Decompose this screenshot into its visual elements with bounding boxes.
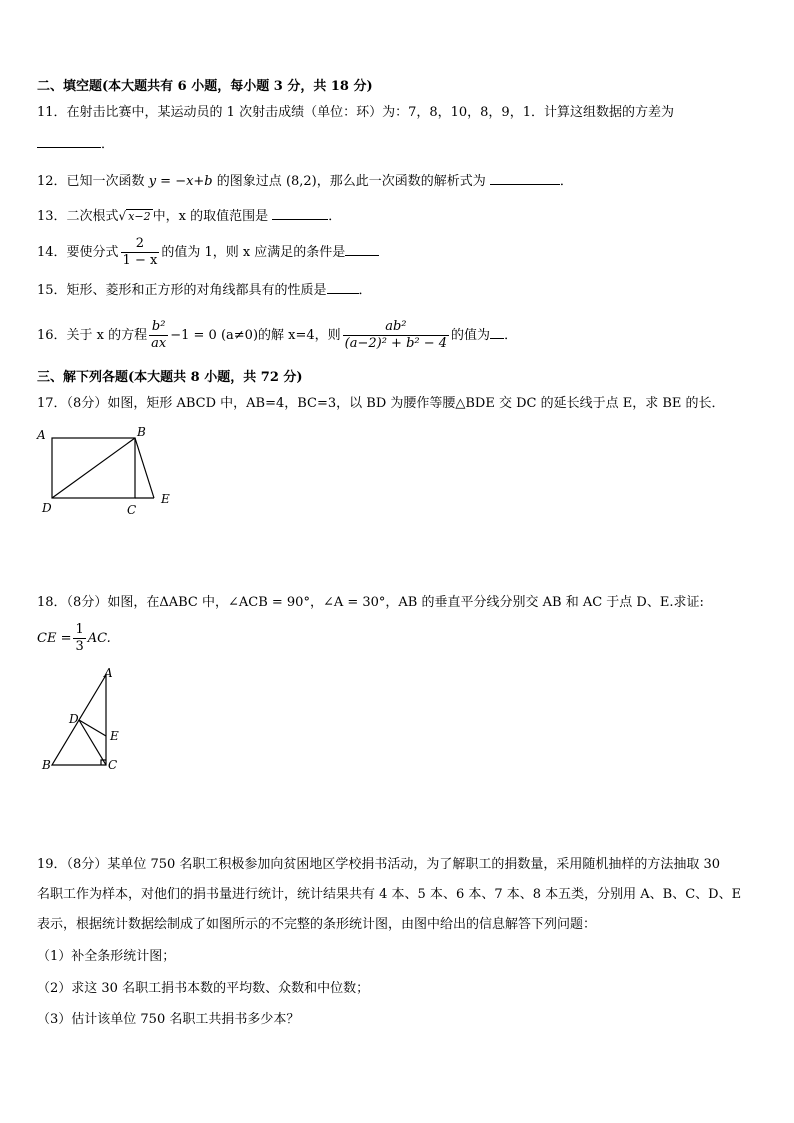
- label-d: D: [69, 712, 79, 726]
- section-header-fill-blank: 二、填空题(本大题共有 6 小题，每小题 3 分，共 18 分): [37, 79, 373, 94]
- label-e: E: [110, 729, 119, 743]
- question-11: [37, 104, 674, 122]
- question-14: [37, 236, 379, 270]
- answer-blank[interactable]: [490, 326, 504, 339]
- question-14-pre: 14．要使分式: [37, 245, 119, 260]
- question-12: [37, 172, 573, 191]
- figure-17-rectangle-diagram: [30, 422, 190, 522]
- label-d: D: [42, 501, 52, 515]
- question-16-fraction-1: [149, 319, 168, 352]
- sqrt-symbol: √: [118, 209, 127, 223]
- punct: ．: [101, 137, 115, 152]
- formula-rhs: AC.: [87, 631, 111, 646]
- fraction-denominator: 1 − x: [122, 253, 158, 268]
- label-e: E: [161, 492, 170, 506]
- answer-blank[interactable]: [327, 281, 359, 294]
- question-17-text: 17．（8分）如图，矩形 ABCD 中，AB=4，BC=3，以 BD 为腰作等腰△BDE 交 DC 的延长线于点 E，求 BE 的长．: [37, 396, 725, 411]
- answer-blank[interactable]: [490, 172, 560, 185]
- label-b: B: [137, 425, 146, 439]
- question-18: [37, 594, 704, 612]
- question-19-sub-3: （3）估计该单位 750 名职工共捐书多少本？: [37, 1012, 300, 1027]
- figure-18-triangle-diagram: [36, 665, 136, 777]
- fraction-numerator: b²: [149, 319, 168, 336]
- fraction-numerator: ab²: [343, 319, 449, 336]
- segment-be: [135, 438, 154, 498]
- question-15: [37, 281, 372, 300]
- label-b: B: [42, 758, 51, 772]
- answer-blank[interactable]: [272, 207, 328, 220]
- question-14-post: 的值为 1，则 x 应满足的条件是: [161, 245, 346, 260]
- question-11-text: 11．在射击比赛中，某运动员的 1 次射击成绩（单位：环）为：7，8，10，8，9，1．计算这组数据的方差为: [37, 105, 674, 120]
- segment-de: [79, 720, 106, 736]
- question-15-text: 15．矩形、菱形和正方形的对角线都具有的性质是: [37, 283, 327, 298]
- question-13: [37, 207, 341, 226]
- question-16: [37, 316, 517, 356]
- question-12-point: (8,2): [285, 174, 317, 189]
- label-a: A: [37, 428, 46, 442]
- fraction-denominator: ax: [151, 336, 167, 351]
- question-16-condition: (a≠0)的解 x=4，则: [220, 328, 341, 343]
- segment-dc: [79, 720, 106, 765]
- diagonal-bd: [52, 438, 135, 498]
- label-c: C: [127, 503, 137, 517]
- question-19-sub-2: （2）求这 30 名职工捐书本数的平均数、众数和中位数；: [37, 981, 370, 996]
- question-12-post: ，那么此一次函数的解析式为: [316, 174, 486, 189]
- question-19-line-1: 19．（8分）某单位 750 名职工积极参加向贫困地区学校捐书活动，为了解职工的捐数量，采用随机抽样的方法抽取 30: [37, 857, 721, 872]
- question-19-sub-1: （1）补全条形统计图；: [37, 949, 176, 964]
- formula-lhs: CE =: [37, 631, 72, 646]
- section-header-solve: 三、解下列各题(本大题共 8 小题，共 72 分): [37, 370, 303, 385]
- punct: ．: [328, 209, 342, 224]
- answer-blank[interactable]: [37, 135, 101, 148]
- question-16-equation: −1 = 0: [170, 328, 217, 343]
- question-19-line-2: 名职工作为样本，对他们的捐书量进行统计，统计结果共有 4 本、5 本、6 本、7 本、8 本五类，分别用 A、B、C、D、E: [37, 887, 742, 902]
- formula-fraction: [73, 622, 85, 655]
- question-14-fraction: [121, 236, 160, 269]
- question-16-post: 的值为: [451, 328, 491, 343]
- question-16-fraction-2: [343, 319, 449, 352]
- question-11-answer-line: [37, 135, 114, 154]
- question-12-mid: 的图象过点: [216, 174, 282, 189]
- question-18-text: 18．（8分）如图，在ΔABC 中，∠ACB = 90°，∠A = 30°，AB 的垂直平分线分别交 AB 和 AC 于点 D、E.求证:: [37, 595, 704, 610]
- punct: ．: [504, 328, 518, 343]
- label-a: A: [104, 666, 113, 680]
- fraction-denominator: 3: [75, 639, 84, 654]
- punct: ．: [358, 283, 372, 298]
- question-12-formula: y = −x+b: [148, 174, 213, 189]
- label-c: C: [108, 758, 118, 772]
- answer-blank[interactable]: [345, 243, 379, 256]
- punct: ．: [559, 174, 573, 189]
- question-13-post: 中，x 的取值范围是: [152, 209, 269, 224]
- fraction-denominator: (a−2)² + b² − 4: [344, 336, 448, 351]
- question-16-pre: 16．关于 x 的方程: [37, 328, 148, 343]
- question-17: [37, 395, 725, 413]
- question-13-pre: 13．二次根式: [37, 209, 119, 224]
- fraction-numerator: 1: [75, 622, 84, 637]
- question-12-pre: 12．已知一次函数: [37, 174, 145, 189]
- fraction-numerator: 2: [121, 236, 160, 253]
- question-13-radicand: x−2: [128, 210, 151, 223]
- question-18-formula: [37, 620, 111, 658]
- question-19-line-3: 表示，根据统计数据绘制成了如图所示的不完整的条形统计图，由图中给出的信息解答下列问题：: [37, 917, 597, 932]
